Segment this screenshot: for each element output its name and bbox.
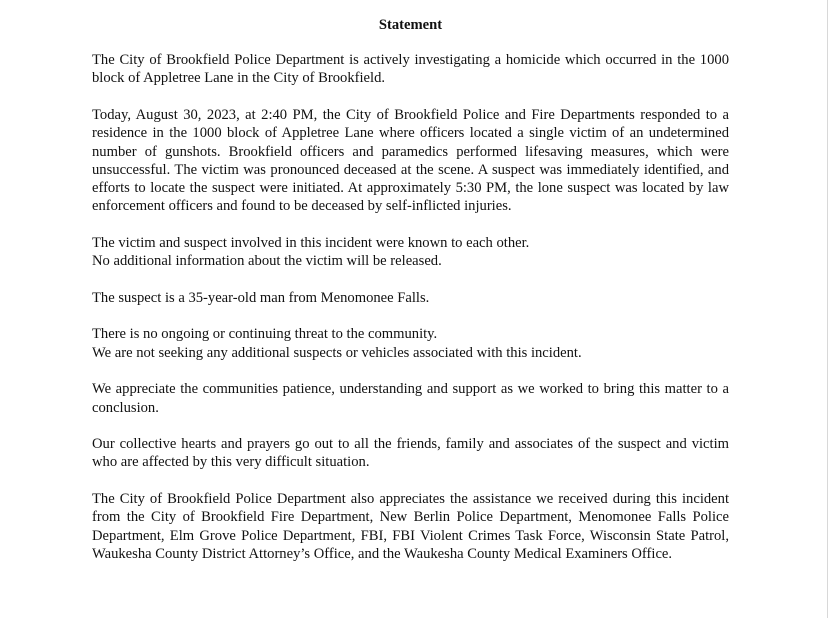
paragraph-appreciation: We appreciate the communities patience, understanding and support as we worked to bring this matter to a conclusion. (92, 381, 729, 416)
paragraph-no-threat (92, 325, 729, 361)
text-line: We are not seeking any additional suspects or vehicles associated with this incident. (92, 344, 582, 361)
document-title: Statement (378, 17, 443, 33)
statement-body (92, 16, 729, 581)
paragraph-investigation: The City of Brookfield Police Department is actively investigating a homicide which occurred in the 1000 block of Appletree Lane in the City of Brookfield. (92, 52, 729, 87)
text-line: The victim and suspect involved in this incident were known to each other. (92, 234, 530, 251)
paragraph-assistance: The City of Brookfield Police Department also appreciates the assistance we received during this incident from the City of Brookfield Fire Department, New Berlin Police Department, Menomonee Falls Police Department, Elm Grove Police Department, FBI, FBI Violent Crimes Task Force, Wisconsin State Patrol, Waukesha County District Attorney’s Office, and the Waukesha County Medical Examiners Office. (92, 491, 729, 562)
paragraph-incident-details: Today, August 30, 2023, at 2:40 PM, the City of Brookfield Police and Fire Departments responded to a residence in the 1000 block of Appletree Lane where officers located a single victim of an undetermined number of gunshots. Brookfield officers and paramedics performed lifesaving measures, which were unsuccessful. The victim was pronounced deceased at the scene. A suspect was immediately identified, and efforts to locate the suspect were initiated. At approximately 5:30 PM, the lone suspect was located by law enforcement officers and found to be deceased by self-inflicted injuries. (92, 107, 729, 215)
text-line: No additional information about the victim will be released. (92, 253, 442, 270)
text-line: There is no ongoing or continuing threat to the community. (92, 326, 438, 343)
paragraph-condolences: Our collective hearts and prayers go out to all the friends, family and associates of the suspect and victim who are affected by this very difficult situation. (92, 436, 729, 471)
paragraph-suspect: The suspect is a 35-year-old man from Menomonee Falls. (92, 289, 430, 306)
paragraph-relationship (92, 234, 729, 270)
